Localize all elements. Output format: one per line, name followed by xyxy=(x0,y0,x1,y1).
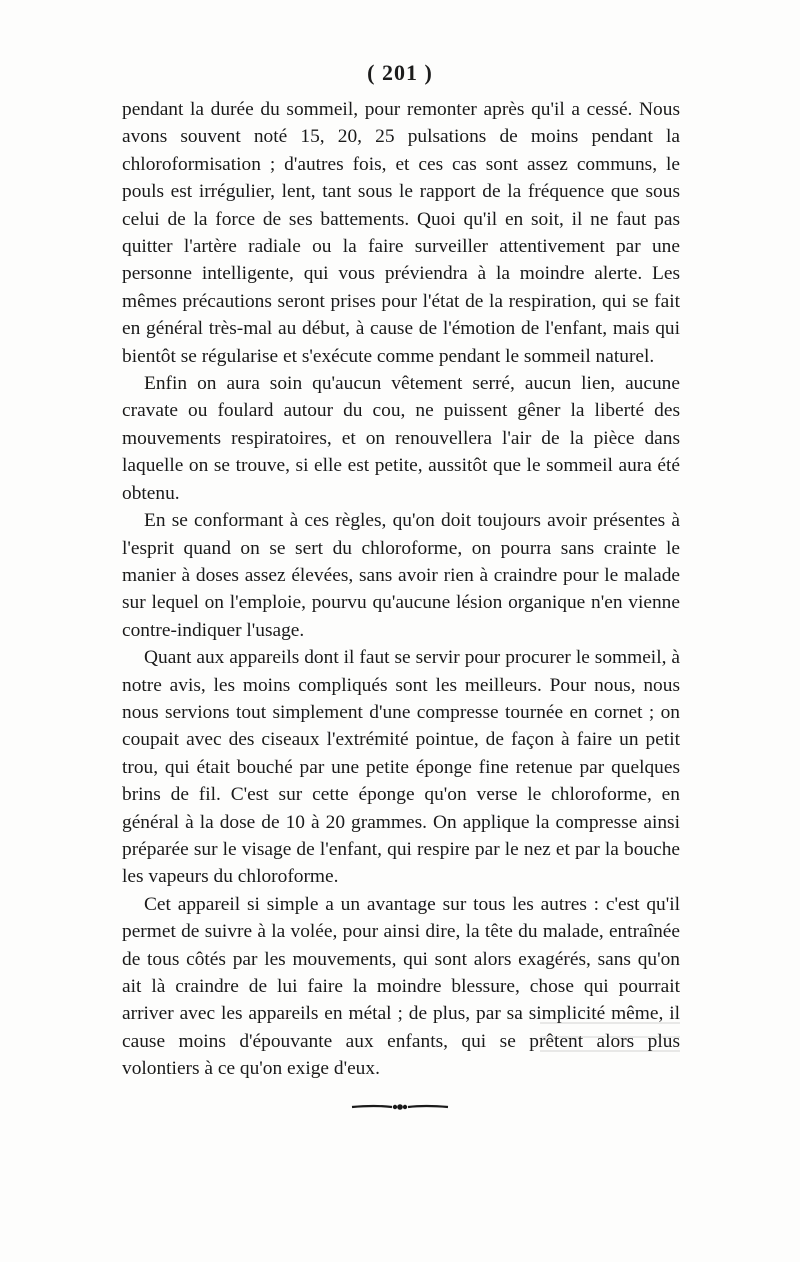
bleed-through-text xyxy=(540,1010,680,1080)
paragraph-3: En se conformant à ces règles, qu'on doit toujours avoir présentes à l'esprit quand on se sert du chloroforme, on pourra sans crainte le manier à doses assez élevées, sans avoir rien à craindre pour le malade sur lequel on l'emploie, pourvu qu'aucune lésion organique n'en vienne contre-indiquer l'usage. xyxy=(122,510,680,641)
page-number: ( 201 ) xyxy=(367,60,433,85)
end-of-section-ornament-icon xyxy=(350,1100,450,1114)
paragraph-2: Enfin on aura soin qu'aucun vêtement serré, aucun lien, aucune cravate ou foulard autour du cou, ne puissent gêner la liberté des mouvements respiratoires, et on renouvellera l'air de la pièce dans laquelle on se trouve, si elle est petite, aussitôt que le sommeil aura été obtenu. xyxy=(122,373,680,504)
paragraph-5: Cet appareil si simple a un avantage sur tous les autres : c'est qu'il permet de suivre à la volée, pour ainsi dire, la tête du malade, entraînée de tous côtés par les mouvements, qui sont alors exagérés, sans qu'on ait là craindre de lui faire la moindre blessure, chose qui pourrait arriver avec les appareils en métal ; de plus, par sa simplicité même, il cause moins d'épouvante aux enfants, qui se prêtent alors plus volontiers à ce qu'on exige d'eux. xyxy=(122,893,680,1080)
paragraph-4: Quant aux appareils dont il faut se servir pour procurer le sommeil, à notre avis, les moins compliqués sont les meilleurs. Pour nous, nous nous servions tout simplement d'une compresse tournée en cornet ; on coupait avec des ciseaux l'extrémité pointue, de façon à faire un petit trou, qui était bouché par une petite éponge fine retenue par quelques brins de fil. C'est sur cette éponge qu'on verse le chloroforme, en général à la dose de 10 à 20 grammes. On applique la compresse ainsi préparée sur le visage de l'enfant, qui respire par le nez et par la bouche les vapeurs du chloroforme. xyxy=(122,647,680,888)
body-text xyxy=(122,96,680,1083)
paragraph-1: pendant la durée du sommeil, pour remonter après qu'il a cessé. Nous avons souvent noté 15, 20, 25 pulsations de moins pendant la chloroformisation ; d'autres fois, et ces cas sont assez communs, le pouls est irrégulier, lent, tant sous le rapport de la fréquence que sous celui de la force de ses battements. Quoi qu'il en soit, il ne faut pas quitter l'artère radiale ou la faire surveiller attentivement par une personne intelligente, qui vous préviendra à la moindre alerte. Les mêmes précautions seront prises pour l'état de la respiration, qui se fait en général très-mal au début, à cause de l'émotion de l'enfant, mais qui bientôt se régularise et s'exécute comme pendant le sommeil naturel. xyxy=(122,99,680,367)
